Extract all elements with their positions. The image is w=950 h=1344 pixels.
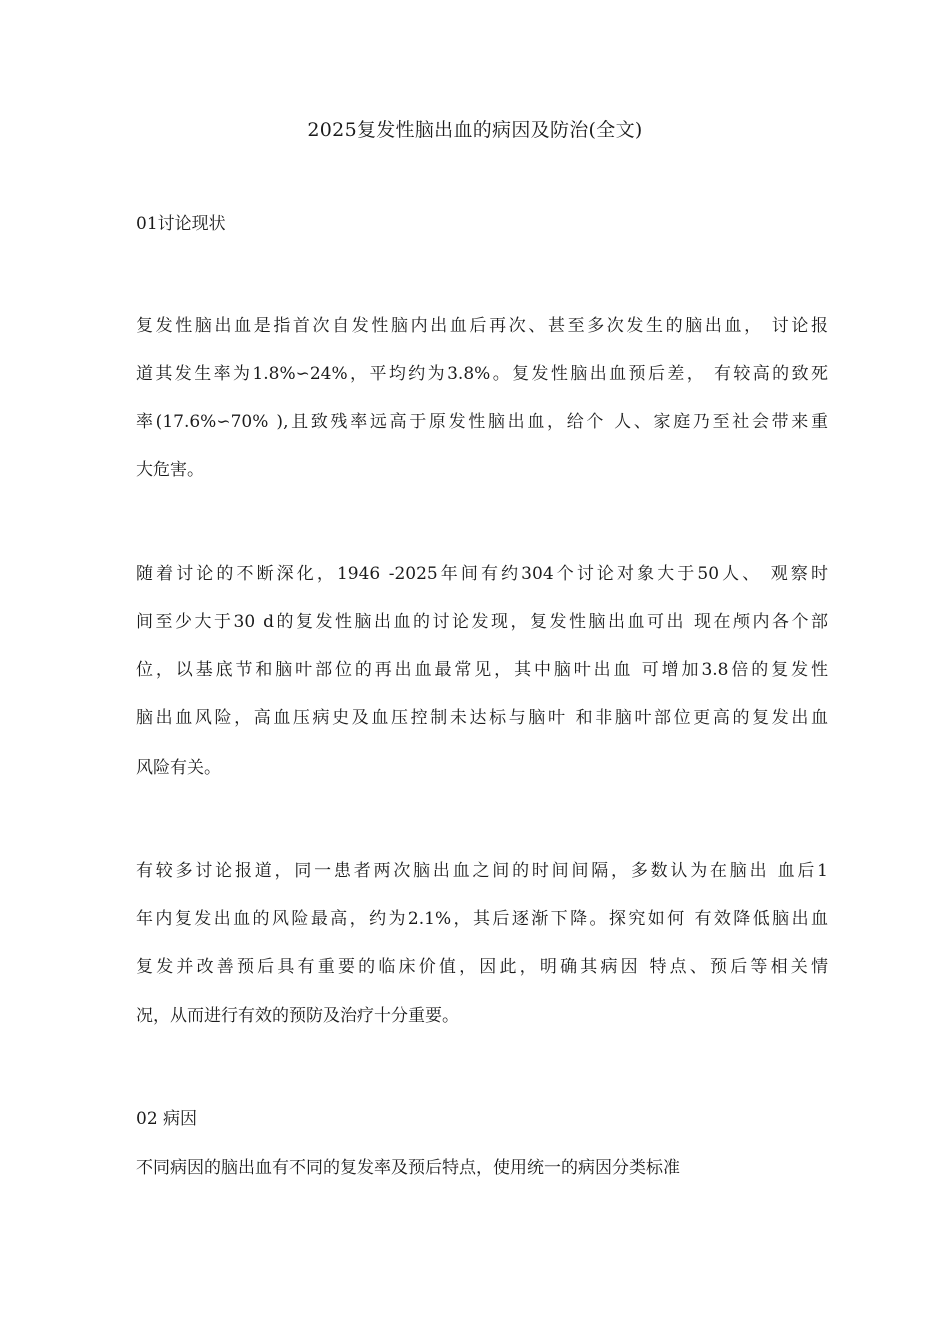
paragraph-line: 年内复发出血的风险最高，约为2.1%，其后逐渐下降。探究如何 有效降低脑出血 <box>136 909 828 929</box>
paragraph-line: 率(17.6%∽70% ),且致残率远高于原发性脑出血，给个 人、家庭乃至社会带来重 <box>136 412 828 432</box>
section-heading-research-status: 01讨论现状 <box>136 214 226 234</box>
paragraph-line: 随着讨论的不断深化，1946 -2025年间有约304个讨论对象大于50人、 观察时 <box>136 564 828 584</box>
document-title: 2025复发性脑出血的病因及防治(全文) <box>307 119 643 141</box>
section-heading-etiology: 02 病因 <box>136 1109 198 1129</box>
paragraph-line: 位，以基底节和脑叶部位的再出血最常见，其中脑叶出血 可增加3.8倍的复发性 <box>136 660 828 680</box>
paragraph-line: 复发性脑出血是指首次自发性脑内出血后再次、甚至多次发生的脑出血， 讨论报 <box>136 316 828 336</box>
paragraph-line: 况，从而进行有效的预防及治疗十分重要。 <box>136 1006 459 1026</box>
paragraph-line: 大危害。 <box>136 460 204 480</box>
paragraph-line: 脑出血风险，高血压病史及血压控制未达标与脑叶 和非脑叶部位更高的复发出血 <box>136 708 828 728</box>
paragraph-line: 间至少大于30 d的复发性脑出血的讨论发现，复发性脑出血可出 现在颅内各个部 <box>136 612 828 632</box>
paragraph-line: 有较多讨论报道，同一患者两次脑出血之间的时间间隔，多数认为在脑出 血后1 <box>136 861 828 881</box>
paragraph-line: 道其发生率为1.8%∽24%，平均约为3.8%。复发性脑出血预后差， 有较高的致死 <box>136 364 828 384</box>
paragraph-line: 风险有关。 <box>136 758 221 778</box>
paragraph-line: 不同病因的脑出血有不同的复发率及预后特点，使用统一的病因分类标准 <box>136 1158 680 1178</box>
paragraph-line: 复发并改善预后具有重要的临床价值，因此，明确其病因 特点、预后等相关情 <box>136 957 828 977</box>
